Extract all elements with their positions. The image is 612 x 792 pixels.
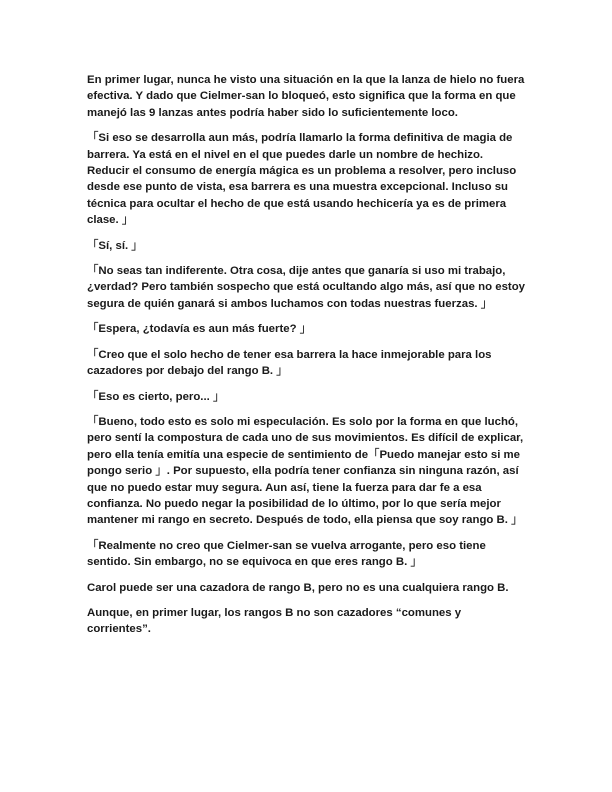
paragraph-9: 「Realmente no creo que Cielmer-san se vuelva arrogante, pero eso tiene sentido. Sin embargo, no se equivoca en que eres rango B. 」 [87,539,489,569]
paragraph-6: 「Creo que el solo hecho de tener esa barrera la hace inmejorable para los cazadores por debajo del rango B. 」 [87,348,495,378]
paragraph-7: 「Eso es cierto, pero... 」 [87,390,225,403]
paragraph-11: Aunque, en primer lugar, los rangos B no son cazadores “comunes y corrientes”. [87,606,465,636]
paragraph-8: 「Bueno, todo esto es solo mi especulación. Es solo por la forma en que luchó, pero sentí la compostura de cada uno de sus movimientos. Es difícil de explicar, pero ella tenía emitía una especie de sentimiento de「Puedo manejar esto si me pongo serio 」. Por supuesto, ella podría tener confianza sin ninguna razón, así que no puedo estar muy segura. Aun así, tiene la fuerza para dar fe a esa confianza. No puedo negar la posibilidad de lo último, por lo que sería mejor mantener mi rango en secreto. Después de todo, ella piensa que soy rango B. 」 [87,415,527,527]
paragraph-1: En primer lugar, nunca he visto una situación en la que la lanza de hielo no fuera efectiva. Y dado que Cielmer-san lo bloqueó, esto significa que la forma en que manejó las 9 lanzas antes podría haber sido lo suficientemente loco. [87,74,528,119]
paragraph-3: 「Sí, sí. 」 [87,239,143,252]
document-body [87,72,529,647]
paragraph-4: 「No seas tan indiferente. Otra cosa, dije antes que ganaría si uso mi trabajo, ¿verdad? Pero también sospecho que está ocultando algo más, así que no estoy segura de quién ganará si ambos luchamos con todas nuestras fuerzas. 」 [87,265,529,310]
paragraph-2: 「Si eso se desarrolla aun más, podría llamarlo la forma definitiva de magia de barrera. Ya está en el nivel en el que puedes darle un nombre de hechizo. Reducir el consumo de energía mágica es un problema a resolver, pero incluso desde ese punto de vista, esa barrera es una muestra excepcional. Incluso su técnica para ocultar el hecho de que está usando hechicería ya es de primera clase. 」 [87,132,520,227]
paragraph-10: Carol puede ser una cazadora de rango B, pero no es una cualquiera rango B. [87,581,509,594]
paragraph-5: 「Espera, ¿todavía es aun más fuerte? 」 [87,323,312,336]
